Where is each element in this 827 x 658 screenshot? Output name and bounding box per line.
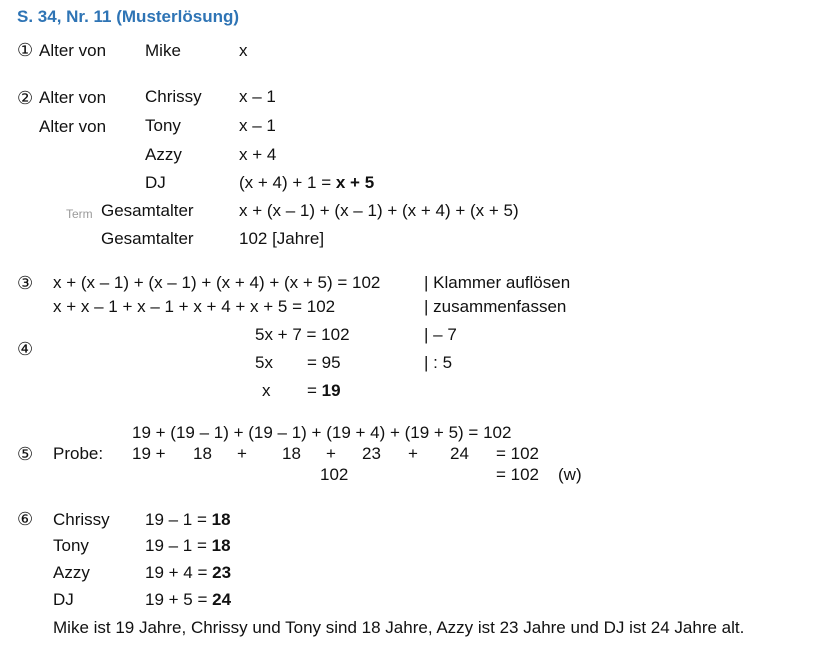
step2-row2-label: Alter von [39, 117, 107, 136]
step6-row3-calc: 19 + 4 = [145, 563, 213, 582]
step5-label: Probe: [53, 444, 104, 463]
step5-term-4: 18 [282, 444, 301, 463]
step-marker-5: ⑤ [17, 444, 34, 464]
step1-expr: x [239, 41, 248, 60]
step5-term-6: 23 [362, 444, 381, 463]
step6-row3-result: 23 [212, 563, 232, 582]
step3-line1: x + (x – 1) + (x – 1) + (x + 4) + (x + 5) = 102 [53, 273, 381, 292]
step5-line1: 19 + (19 – 1) + (19 – 1) + (19 + 4) + (19 + 5) = 102 [132, 423, 512, 442]
step5-term-7: + [408, 444, 418, 463]
step2-row1-expr: x – 1 [239, 87, 276, 106]
step-marker-3: ③ [17, 273, 34, 293]
step6-row4-expr [145, 590, 231, 610]
step2-row4-expr-pre: (x + 4) + 1 = [239, 173, 336, 192]
total-expr: x + (x – 1) + (x – 1) + (x + 4) + (x + 5) [239, 201, 519, 220]
term-tag: Term [66, 207, 93, 221]
step5-line3-left: 102 [320, 465, 349, 484]
step2-row1-name: Chrissy [145, 87, 202, 106]
step5-term-5: + [326, 444, 336, 463]
step3-note1: | Klammer auflösen [424, 273, 571, 292]
step2-row4-name: DJ [145, 173, 166, 192]
step2-row3-expr: x + 4 [239, 145, 277, 164]
step6-row3-expr [145, 563, 231, 583]
step6-row2-name: Tony [53, 536, 89, 555]
step2-row4-expr [239, 173, 374, 193]
step6-row1-name: Chrissy [53, 510, 110, 529]
step5-term-9: = 102 [496, 444, 540, 463]
step6-row4-result: 24 [212, 590, 232, 609]
page-title: S. 34, Nr. 11 (Musterlösung) [17, 7, 240, 26]
step5-term-8: 24 [450, 444, 469, 463]
step5-term-1: 19 + [132, 444, 166, 463]
step2-row2-expr: x – 1 [239, 116, 276, 135]
step2-row2-name: Tony [145, 116, 181, 135]
step1-name: Mike [145, 41, 181, 60]
step6-row4-name: DJ [53, 590, 74, 609]
step5-term-2: 18 [193, 444, 212, 463]
step6-row1-calc: 19 – 1 = [145, 510, 212, 529]
step2-row4-expr-bold: x + 5 [335, 173, 375, 192]
total-label: Gesamtalter [101, 201, 194, 220]
step3-line2: x + x – 1 + x – 1 + x + 4 + x + 5 = 102 [53, 297, 336, 316]
step4-line2-left: 5x [255, 353, 273, 372]
step6-row1-result: 18 [211, 510, 231, 529]
step5-line3-right: = 102 [496, 465, 540, 484]
step2-row3-name: Azzy [145, 145, 182, 164]
step5-check-mark: (w) [558, 465, 582, 484]
total-value: 102 [Jahre] [239, 229, 325, 248]
step6-row4-calc: 19 + 5 = [145, 590, 213, 609]
step4-line2-right: = 95 [307, 353, 341, 372]
step4-line3-right [307, 381, 341, 401]
step2-row1-label: Alter von [39, 88, 107, 107]
step5-term-3: + [237, 444, 247, 463]
step4-note1: | – 7 [424, 325, 457, 344]
total-value-label: Gesamtalter [101, 229, 194, 248]
step-marker-1: ① [17, 40, 34, 60]
step6-row2-calc: 19 – 1 = [145, 536, 212, 555]
final-answer: Mike ist 19 Jahre, Chrissy und Tony sind 18 Jahre, Azzy ist 23 Jahre und DJ ist 24 Jahre alt. [53, 618, 745, 637]
step6-row2-expr [145, 536, 231, 556]
step-marker-6: ⑥ [17, 509, 34, 529]
step-marker-4: ④ [17, 339, 34, 359]
step6-row1-expr [145, 510, 231, 530]
step4-line3-bold: 19 [321, 381, 341, 400]
step4-line1: 5x + 7 = 102 [255, 325, 350, 344]
step6-row2-result: 18 [211, 536, 231, 555]
step4-note2: | : 5 [424, 353, 453, 372]
step4-line3-eq: = [307, 381, 322, 400]
step1-label: Alter von [39, 41, 107, 60]
step3-note2: | zusammenfassen [424, 297, 567, 316]
step-marker-2: ② [17, 88, 34, 108]
step6-row3-name: Azzy [53, 563, 90, 582]
step4-line3-left: x [262, 381, 271, 400]
